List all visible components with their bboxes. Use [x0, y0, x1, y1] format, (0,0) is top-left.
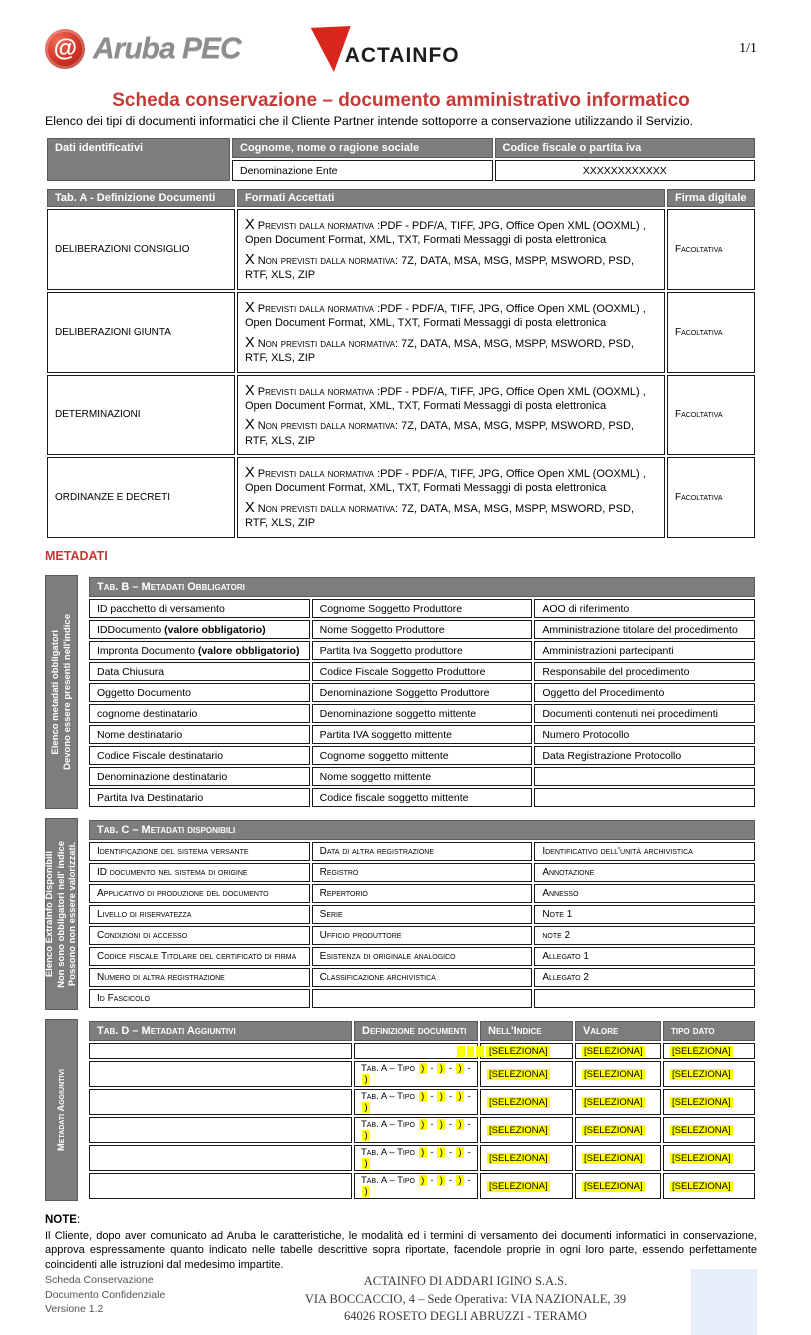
side-label-line: Non sono obbligatori nell' indice: [55, 840, 67, 988]
previsti-formats: :PDF - PDF/A, TIFF, JPG, Office Open XML (OOXML) , Open Document Format, XML, TXT, Formati Messaggi di posta elettronica: [245, 220, 646, 247]
metadato-cell: Documenti contenuti nei procedimenti: [534, 704, 755, 723]
aruba-pec-logo: [45, 29, 241, 69]
metadato-cell: [89, 662, 310, 681]
document-type-name: DELIBERAZIONI CONSIGLIO: [47, 209, 235, 290]
tab-d-valore-header: Valore: [575, 1021, 661, 1041]
formati-previsti-line: [245, 299, 657, 331]
seleziona-tipo-dato[interactable]: [SELEZIONA]: [672, 1152, 731, 1164]
tab-a-tipo-label: Tab. A – Tipo: [361, 1147, 415, 1158]
nell-indice-cell: [480, 1089, 573, 1115]
tab-a-tipo-label: Tab. A – Tipo: [361, 1091, 415, 1102]
metadato-cell: Codice fiscale Titolare del certificato di firma: [89, 947, 310, 966]
metadato-cell: Identificazione del sistema versante: [89, 842, 310, 861]
metadato-cell: [312, 989, 533, 1008]
metadato-aggiuntivo-cell[interactable]: [89, 1089, 352, 1115]
metadato-text: Nome destinatario: [97, 728, 183, 741]
metadato-cell: [89, 767, 310, 786]
note-text: Il Cliente, dopo aver comunicato ad Aruba le caratteristiche, le modalità ed i termini di versamento dei documenti informatici in conservazione, approva espressamente quanto indicato nelle tabelle descrittive sopra riportate, facendole proprie in ogni loro parte, essendo perfettamente coincidenti alle istruzioni dal medesimo impartite.: [45, 1229, 757, 1272]
note-label: NOTE: [45, 1214, 77, 1226]
tipo-dato-cell: [663, 1061, 755, 1087]
x-checkmark: X: [245, 217, 255, 233]
seleziona-indice[interactable]: [SELEZIONA]: [489, 1096, 548, 1108]
tipo-marks: ) - ) - ) - ): [361, 1063, 471, 1085]
formati-accettati-cell: [237, 375, 665, 456]
tipo-dato-cell: [663, 1043, 755, 1059]
tab-b-row: [89, 746, 755, 765]
seleziona-valore[interactable]: [SELEZIONA]: [584, 1152, 643, 1164]
highlight-mark[interactable]: ): [419, 1175, 427, 1186]
dati-identificativi-label: Dati identificativi: [47, 138, 230, 181]
metadato-cell: Annesso: [534, 884, 755, 903]
tab-d-row: [89, 1145, 755, 1171]
metadato-text: Partita Iva Destinatario: [97, 791, 204, 804]
metadato-cell: Annotazione: [534, 863, 755, 882]
highlight-mark[interactable]: ): [419, 1119, 427, 1130]
footer-version: Versione 1.2: [45, 1303, 104, 1316]
tab-c-row: [89, 926, 755, 945]
x-checkmark: X: [245, 417, 255, 434]
valore-cell: [575, 1089, 661, 1115]
metadato-cell: Data di altra registrazione: [312, 842, 533, 861]
formati-previsti-line: [245, 464, 657, 496]
formati-previsti-line: [245, 382, 657, 414]
formati-accettati-cell: [237, 292, 665, 373]
metadato-cell: Amministrazione titolare del procedimento: [534, 620, 755, 639]
tab-c-row: [89, 989, 755, 1008]
tab-d-block: [45, 1019, 757, 1201]
seleziona-valore[interactable]: [SELEZIONA]: [584, 1180, 643, 1192]
metadato-cell: Numero Protocollo: [534, 725, 755, 744]
codice-fiscale-value: XXXXXXXXXXXX: [495, 160, 756, 181]
metadato-cell: Cognome Soggetto Produttore: [312, 599, 533, 618]
metadato-cell: Classificazione archivistica: [312, 968, 533, 987]
highlight-mark[interactable]: ): [419, 1147, 427, 1158]
metadato-aggiuntivo-cell[interactable]: [89, 1117, 352, 1143]
seleziona-valore[interactable]: [SELEZIONA]: [584, 1045, 643, 1057]
firma-digitale-value: Facoltativa: [667, 457, 755, 538]
metadato-cell: Identificativo dell'unità archivistica: [534, 842, 755, 861]
tab-c-row: [89, 905, 755, 924]
tab-c-title: Tab. C – Metadati disponibili: [89, 820, 755, 840]
metadato-text: Impronta Documento: [97, 644, 198, 657]
tipo-marks: ) - ) - ) - ): [361, 1091, 471, 1113]
document-type-name: DELIBERAZIONI GIUNTA: [47, 292, 235, 373]
definizione-documenti-cell[interactable]: [354, 1089, 478, 1115]
tab-b-table: [87, 575, 757, 809]
highlight-mark[interactable]: ): [437, 1091, 445, 1102]
metadato-bold-text: (valore obbligatorio): [164, 623, 266, 636]
tab-a-tipo-label: Tab. A – Tipo: [361, 1175, 415, 1186]
seleziona-tipo-dato[interactable]: [SELEZIONA]: [672, 1068, 731, 1080]
valore-cell: [575, 1061, 661, 1087]
metadato-cell: [89, 725, 310, 744]
dati-identificativi-table: [45, 136, 757, 183]
col-header-codice-fiscale: Codice fiscale o partita iva: [495, 138, 756, 158]
tab-b-block: [45, 575, 757, 809]
tab-a-formati-header: Formati Accettati: [237, 189, 665, 207]
seleziona-valore[interactable]: [SELEZIONA]: [584, 1068, 643, 1080]
page-number: 1/1: [739, 41, 757, 56]
nell-indice-cell: [480, 1145, 573, 1171]
tab-a-tipo-label: Tab. A – Tipo: [361, 1119, 415, 1130]
metadato-cell: Livello di riservatezza: [89, 905, 310, 924]
previsti-label: Previsti dalla normativa: [257, 468, 375, 481]
actainfo-logo-text: ACTAINFO: [344, 44, 460, 67]
metadato-cell: Oggetto del Procedimento: [534, 683, 755, 702]
seleziona-indice[interactable]: [SELEZIONA]: [489, 1180, 548, 1192]
firma-digitale-value: Facoltativa: [667, 375, 755, 456]
metadato-cell: Nome soggetto mittente: [312, 767, 533, 786]
metadato-cell: [89, 641, 310, 660]
metadato-text: Oggetto Documento: [97, 686, 191, 699]
tab-b-row: [89, 767, 755, 786]
non-previsti-label: Non previsti dalla normativa: [257, 337, 396, 350]
tab-a-title: Tab. A - Definizione Documenti: [47, 189, 235, 207]
non-previsti-formats: : 7Z, DATA, MSA, MSG, MSPP, MSWORD, PSD, RTF, XLS, ZIP: [245, 503, 635, 530]
metadato-cell: Denominazione soggetto mittente: [312, 704, 533, 723]
metadato-cell: Data Registrazione Protocollo: [534, 746, 755, 765]
metadato-cell: Applicativo di produzione del documento: [89, 884, 310, 903]
tab-d-table: [87, 1019, 757, 1201]
previsti-label: Previsti dalla normativa: [257, 220, 375, 232]
highlight-mark[interactable]: ): [456, 1063, 464, 1074]
tab-d-indice-header: Nell'Indice: [480, 1021, 573, 1041]
tab-b-row: [89, 788, 755, 807]
signature-area-box: [691, 1269, 757, 1335]
footer-company-address: VIA BOCCACCIO, 4 – Sede Operativa: VIA NAZIONALE, 39: [304, 1291, 627, 1306]
metadato-cell: Cognome soggetto mittente: [312, 746, 533, 765]
tab-c-row: [89, 968, 755, 987]
metadato-cell: [89, 788, 310, 807]
tab-d-row: [89, 1089, 755, 1115]
formati-previsti-line: [245, 216, 657, 248]
highlight-mark[interactable]: ): [419, 1063, 427, 1074]
metadati-section-label: METADATI: [45, 549, 108, 563]
highlight-mark[interactable]: [457, 1046, 465, 1057]
tab-c-row: [89, 884, 755, 903]
x-checkmark: X: [245, 465, 255, 482]
document-type-name: ORDINANZE E DECRETI: [47, 457, 235, 538]
metadato-aggiuntivo-cell[interactable]: [89, 1061, 352, 1087]
non-previsti-label: Non previsti dalla normativa: [257, 254, 396, 267]
footer-confidential: Documento Confidenziale: [45, 1288, 166, 1301]
metadato-aggiuntivo-cell[interactable]: [89, 1145, 352, 1171]
valore-cell: [575, 1117, 661, 1143]
tab-b-side-label: [45, 575, 78, 809]
non-previsti-formats: : 7Z, DATA, MSA, MSG, MSPP, MSWORD, PSD, RTF, XLS, ZIP: [245, 420, 635, 447]
note-heading: [45, 1213, 757, 1229]
highlight-mark[interactable]: ): [456, 1119, 464, 1130]
metadato-text: cognome destinatario: [97, 707, 198, 720]
tab-b-row: [89, 641, 755, 660]
highlight-mark[interactable]: ): [437, 1147, 445, 1158]
metadato-cell: Allegato 1: [534, 947, 755, 966]
tab-b-row: [89, 725, 755, 744]
metadato-cell: [89, 704, 310, 723]
metadato-cell: Note 1: [534, 905, 755, 924]
metadato-cell: [89, 683, 310, 702]
non-previsti-label: Non previsti dalla normativa: [257, 420, 396, 433]
metadato-bold-text: (valore obbligatorio): [197, 644, 300, 657]
tipo-marks: ) - ) - ) - ): [361, 1119, 471, 1141]
seleziona-indice[interactable]: [SELEZIONA]: [489, 1045, 548, 1057]
metadato-cell: [534, 989, 755, 1008]
formati-accettati-cell: [237, 209, 665, 290]
tab-b-row: [89, 599, 755, 618]
subtitle: Elenco dei tipi di documenti informatici che il Cliente Partner intende sottoporre a conservazione utilizzando il Servizio.: [45, 114, 694, 128]
nell-indice-cell: [480, 1061, 573, 1087]
metadato-cell: Partita Iva Soggetto produttore: [312, 641, 533, 660]
tab-c-row: [89, 947, 755, 966]
tab-b-title: Tab. B – Metadati Obbligatori: [89, 577, 755, 597]
tab-c-side-label: [45, 818, 78, 1010]
metadato-cell: [89, 599, 310, 618]
tab-d-definizione-header: Definizione documenti: [354, 1021, 478, 1041]
footer-doc-name: Scheda Conservazione: [45, 1274, 154, 1287]
highlight-mark[interactable]: ): [362, 1158, 370, 1169]
highlight-mark[interactable]: ): [362, 1074, 370, 1085]
metadato-cell: ID documento nel sistema di origine: [89, 863, 310, 882]
highlight-mark[interactable]: ): [456, 1091, 464, 1102]
tab-b-row: [89, 683, 755, 702]
metadato-cell: Id Fascicolo: [89, 989, 310, 1008]
highlight-mark[interactable]: ): [419, 1091, 427, 1102]
aruba-logo-text: Aruba PEC: [93, 32, 241, 65]
tipo-dato-cell: [663, 1089, 755, 1115]
document-type-name: DETERMINAZIONI: [47, 375, 235, 456]
metadato-cell: Esistenza di originale analogico: [312, 947, 533, 966]
valore-cell: [575, 1043, 661, 1059]
metadato-cell: Condizioni di accesso: [89, 926, 310, 945]
highlight-mark[interactable]: ): [437, 1175, 445, 1186]
tab-d-row: [89, 1117, 755, 1143]
tab-d-row: [89, 1173, 755, 1199]
definizione-documenti-cell[interactable]: [354, 1117, 478, 1143]
metadato-aggiuntivo-cell[interactable]: [89, 1173, 352, 1199]
x-checkmark: X: [245, 382, 255, 399]
tab-b-row: [89, 662, 755, 681]
highlight-mark[interactable]: [476, 1046, 484, 1057]
seleziona-indice[interactable]: [SELEZIONA]: [489, 1124, 548, 1136]
tab-c-block: [45, 818, 757, 1010]
highlight-mark[interactable]: [467, 1046, 475, 1057]
metadato-cell: [534, 788, 755, 807]
tipo-dato-cell: [663, 1117, 755, 1143]
note-section: [45, 1213, 757, 1273]
highlight-mark[interactable]: ): [456, 1175, 464, 1186]
formati-non-previsti-line: [245, 334, 657, 366]
previsti-label: Previsti dalla normativa: [257, 385, 375, 398]
highlight-mark[interactable]: ): [437, 1063, 445, 1074]
firma-digitale-value: Facoltativa: [667, 292, 755, 373]
valore-cell: [575, 1173, 661, 1199]
side-label-line: Elenco metadati obbligatori: [50, 629, 62, 755]
x-checkmark: X: [245, 251, 255, 268]
footer-company-city: 64026 ROSETO DEGLI ABRUZZI - TERAMO: [344, 1309, 587, 1324]
nell-indice-cell: [480, 1043, 573, 1059]
highlight-mark[interactable]: ): [362, 1130, 370, 1141]
metadato-cell: Amministrazioni partecipanti: [534, 641, 755, 660]
denominazione-ente-value: Denominazione Ente: [232, 160, 493, 181]
metadato-text: Data Chiusura: [97, 665, 165, 678]
highlight-mark[interactable]: ): [362, 1186, 370, 1197]
document-header: [45, 26, 757, 72]
tab-d-title: Tab. D – Metadati Aggiuntivi: [89, 1021, 352, 1041]
firma-digitale-value: Facoltativa: [667, 209, 755, 290]
metadato-cell: Codice Fiscale Soggetto Produttore: [312, 662, 533, 681]
tab-a-row: [47, 209, 755, 290]
metadato-cell: Responsabile del procedimento: [534, 662, 755, 681]
non-previsti-label: Non previsti dalla normativa: [257, 503, 396, 516]
formati-accettati-cell: [237, 457, 665, 538]
seleziona-indice[interactable]: [SELEZIONA]: [489, 1152, 548, 1164]
page-title: Scheda conservazione – documento amministrativo informatico: [112, 90, 690, 111]
seleziona-tipo-dato[interactable]: [SELEZIONA]: [672, 1045, 731, 1057]
non-previsti-formats: : 7Z, DATA, MSA, MSG, MSPP, MSWORD, PSD, RTF, XLS, ZIP: [245, 337, 635, 364]
metadato-cell: Allegato 2: [534, 968, 755, 987]
seleziona-valore[interactable]: [SELEZIONA]: [584, 1124, 643, 1136]
tab-a-row: [47, 457, 755, 538]
previsti-formats: :PDF - PDF/A, TIFF, JPG, Office Open XML (OOXML) , Open Document Format, XML, TXT, Formati Messaggi di posta elettronica: [245, 468, 646, 495]
aruba-at-seal-icon: [45, 29, 85, 69]
metadato-cell: note 2: [534, 926, 755, 945]
seleziona-tipo-dato[interactable]: [SELEZIONA]: [672, 1124, 731, 1136]
footer-company-info: [240, 1273, 691, 1326]
highlight-mark[interactable]: ): [362, 1102, 370, 1113]
note-colon: :: [76, 1214, 81, 1226]
valore-cell: [575, 1145, 661, 1171]
tipo-marks: ) - ) - ) - ): [361, 1175, 471, 1197]
formati-non-previsti-line: [245, 416, 657, 448]
metadato-cell: Registro: [312, 863, 533, 882]
side-label-line: Possono non essere valorizzati.: [67, 841, 79, 987]
tab-c-table: [87, 818, 757, 1010]
side-label-line: Devono essere presenti nell'indice: [61, 614, 73, 770]
previsti-formats: :PDF - PDF/A, TIFF, JPG, Office Open XML (OOXML) , Open Document Format, XML, TXT, Formati Messaggi di posta elettronica: [245, 385, 646, 412]
x-checkmark: X: [245, 299, 255, 316]
metadato-cell: Denominazione Soggetto Produttore: [312, 683, 533, 702]
tab-a-firma-header: Firma digitale: [667, 189, 755, 207]
metadato-cell: [89, 746, 310, 765]
metadato-text: ID pacchetto di versamento: [97, 602, 225, 615]
metadato-cell: Repertorio: [312, 884, 533, 903]
tab-a-table: [45, 187, 757, 540]
tab-a-row: [47, 375, 755, 456]
tipo-dato-cell: [663, 1145, 755, 1171]
metadato-cell: Serie: [312, 905, 533, 924]
definizione-documenti-cell[interactable]: [354, 1061, 478, 1087]
metadato-text: Denominazione destinatario: [97, 770, 228, 783]
nell-indice-cell: [480, 1117, 573, 1143]
metadato-text: Codice Fiscale destinatario: [97, 749, 224, 762]
footer-company-name: ACTAINFO DI ADDARI IGINO S.A.S.: [363, 1274, 568, 1289]
definizione-documenti-cell[interactable]: [354, 1173, 478, 1199]
tab-d-side-label: [45, 1019, 78, 1201]
definizione-documenti-cell[interactable]: [354, 1043, 478, 1059]
tipo-marks: ) - ) - ) - ): [361, 1147, 471, 1169]
highlight-mark[interactable]: ): [456, 1147, 464, 1158]
x-checkmark: X: [245, 334, 255, 351]
previsti-formats: :PDF - PDF/A, TIFF, JPG, Office Open XML (OOXML) , Open Document Format, XML, TXT, Formati Messaggi di posta elettronica: [245, 302, 646, 329]
metadato-aggiuntivo-cell[interactable]: [89, 1043, 352, 1059]
seleziona-indice[interactable]: [SELEZIONA]: [489, 1068, 548, 1080]
metadato-cell: Numero di altra registrazione: [89, 968, 310, 987]
nell-indice-cell: [480, 1173, 573, 1199]
metadato-cell: Nome Soggetto Produttore: [312, 620, 533, 639]
actainfo-logo: [311, 26, 460, 72]
metadato-cell: Partita IVA soggetto mittente: [312, 725, 533, 744]
tab-d-row: [89, 1043, 755, 1059]
tab-a-tipo-label: Tab. A – Tipo: [361, 1063, 415, 1074]
tipo-dato-cell: [663, 1173, 755, 1199]
side-label-line: Metadati Aggiuntivi: [55, 1068, 67, 1152]
metadato-cell: Codice fiscale soggetto mittente: [312, 788, 533, 807]
tab-d-row: [89, 1061, 755, 1087]
col-header-nome: Cognome, nome o ragione sociale: [232, 138, 493, 158]
seleziona-valore[interactable]: [SELEZIONA]: [584, 1096, 643, 1108]
previsti-label: Previsti dalla normativa: [257, 302, 375, 315]
metadato-cell: [534, 767, 755, 786]
metadato-cell: [89, 620, 310, 639]
formati-non-previsti-line: [245, 251, 657, 283]
side-label-line: Elenco ExtraInfo Disponibili: [44, 850, 56, 978]
x-checkmark: X: [245, 500, 255, 517]
tab-b-row: [89, 620, 755, 639]
document-footer: [45, 1273, 757, 1335]
seleziona-tipo-dato[interactable]: [SELEZIONA]: [672, 1180, 731, 1192]
metadato-cell: Ufficio produttore: [312, 926, 533, 945]
formati-non-previsti-line: [245, 499, 657, 531]
highlight-mark[interactable]: ): [437, 1119, 445, 1130]
tab-d-tipo-header: tipo dato: [663, 1021, 755, 1041]
seleziona-tipo-dato[interactable]: [SELEZIONA]: [672, 1096, 731, 1108]
tab-a-row: [47, 292, 755, 373]
tab-c-row: [89, 863, 755, 882]
tab-b-row: [89, 704, 755, 723]
aruba-at-glyph: @: [53, 35, 77, 62]
definizione-documenti-cell[interactable]: [354, 1145, 478, 1171]
metadato-text: IDDocumento: [97, 623, 165, 636]
non-previsti-formats: : 7Z, DATA, MSA, MSG, MSPP, MSWORD, PSD, RTF, XLS, ZIP: [245, 254, 635, 281]
metadato-cell: AOO di riferimento: [534, 599, 755, 618]
footer-left: [45, 1273, 240, 1317]
tab-c-row: [89, 842, 755, 861]
